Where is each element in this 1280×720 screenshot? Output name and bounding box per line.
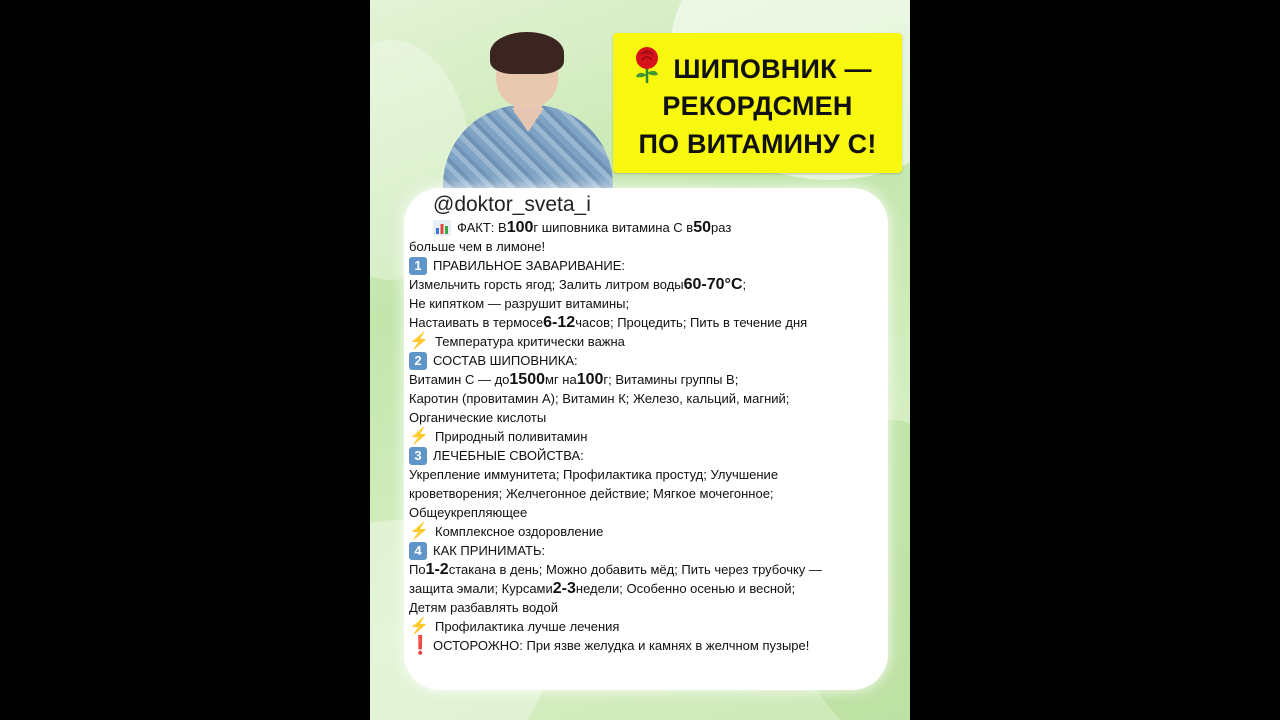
text: часов; Процедить; Пить в течение дня <box>575 315 808 330</box>
highlight-number: 60-70°C <box>683 276 743 293</box>
fact-line-2 <box>409 237 889 256</box>
fact-text: больше чем в лимоне! <box>409 239 546 254</box>
lightning-icon: ⚡ <box>409 333 429 350</box>
note-text: Профилактика лучше лечения <box>435 619 620 634</box>
fact-number: 100 <box>506 219 534 236</box>
title-line-2: РЕКОРДСМЕН <box>662 91 853 121</box>
title-line-1: ШИПОВНИК — <box>673 54 872 84</box>
section-3-line <box>409 503 889 522</box>
lightning-icon: ⚡ <box>409 618 429 635</box>
section-3-heading <box>409 446 889 465</box>
text: Общеукрепляющее <box>409 505 528 520</box>
text: недели; Особенно осенью и весной; <box>575 581 796 596</box>
section-2-heading <box>409 351 889 370</box>
section-1-line <box>409 275 889 294</box>
section-heading: ЛЕЧЕБНЫЕ СВОЙСТВА: <box>433 448 584 463</box>
warning-text: ОСТОРОЖНО: При язве желудка и камнях в желчном пузыре! <box>433 638 810 653</box>
lightning-icon: ⚡ <box>409 523 429 540</box>
section-2-line <box>409 370 889 389</box>
content-text <box>409 218 889 655</box>
text: стакана в день; Можно добавить мёд; Пить через трубочку — <box>448 562 822 577</box>
bar-chart-icon <box>433 220 451 236</box>
highlight-number: 6-12 <box>543 314 576 331</box>
section-heading: КАК ПРИНИМАТЬ: <box>433 543 546 558</box>
text: Органические кислоты <box>409 410 547 425</box>
keycap-2-icon: 2 <box>409 352 427 370</box>
section-2-line <box>409 389 889 408</box>
note-text: Природный поливитамин <box>435 429 588 444</box>
section-heading: ПРАВИЛЬНОЕ ЗАВАРИВАНИЕ: <box>433 258 626 273</box>
author-photo <box>438 30 616 190</box>
fact-line-1 <box>409 218 889 237</box>
text: Детям разбавлять водой <box>409 600 559 615</box>
title-banner <box>613 33 902 173</box>
text: Измельчить горсть ягод; Залить литром воды <box>409 277 684 292</box>
title-line-3: ПО ВИТАМИНУ С! <box>638 129 877 159</box>
author-handle: @doktor_sveta_i <box>433 193 591 216</box>
text: Укрепление иммунитета; Профилактика простуд; Улучшение <box>409 467 779 482</box>
section-heading: СОСТАВ ШИПОВНИКА: <box>433 353 578 368</box>
section-2-note <box>409 427 889 446</box>
section-4-line <box>409 579 889 598</box>
section-3-line <box>409 465 889 484</box>
section-3-line <box>409 484 889 503</box>
text: мг на <box>544 372 577 387</box>
text: По <box>409 562 426 577</box>
keycap-3-icon: 3 <box>409 447 427 465</box>
section-1-heading <box>409 256 889 275</box>
highlight-number: 100 <box>576 371 604 388</box>
fact-label: ФАКТ: В <box>457 220 507 235</box>
text: Витамин С — до <box>409 372 510 387</box>
section-4-line <box>409 598 889 617</box>
highlight-number: 1500 <box>509 371 545 388</box>
warning-line <box>409 636 889 655</box>
section-1-line <box>409 313 889 332</box>
text: Настаивать в термосе <box>409 315 544 330</box>
text: кроветворения; Желчегонное действие; Мягкое мочегонное; <box>409 486 774 501</box>
section-4-line <box>409 560 889 579</box>
keycap-1-icon: 1 <box>409 257 427 275</box>
text: защита эмали; Курсами <box>409 581 553 596</box>
lightning-icon: ⚡ <box>409 428 429 445</box>
note-text: Температура критически важна <box>435 334 625 349</box>
text: ; <box>742 277 747 292</box>
text: Каротин (провитамин А); Витамин К; Железо, кальций, магний; <box>409 391 790 406</box>
text: Не кипятком — разрушит витамины; <box>409 296 630 311</box>
section-4-note <box>409 617 889 636</box>
note-text: Комплексное оздоровление <box>435 524 604 539</box>
section-1-note <box>409 332 889 351</box>
highlight-number: 1-2 <box>425 561 449 578</box>
post-frame <box>370 0 910 720</box>
section-1-line <box>409 294 889 313</box>
section-3-note <box>409 522 889 541</box>
exclamation-icon: ❗ <box>409 635 432 655</box>
photo-hair <box>490 32 564 74</box>
highlight-number: 2-3 <box>552 580 576 597</box>
section-2-line <box>409 408 889 427</box>
section-4-heading <box>409 541 889 560</box>
keycap-4-icon: 4 <box>409 542 427 560</box>
fact-text: г шиповника витамина С в <box>533 220 694 235</box>
text: г; Витамины группы В; <box>603 372 739 387</box>
fact-number: 50 <box>693 219 711 236</box>
fact-text: раз <box>711 220 732 235</box>
